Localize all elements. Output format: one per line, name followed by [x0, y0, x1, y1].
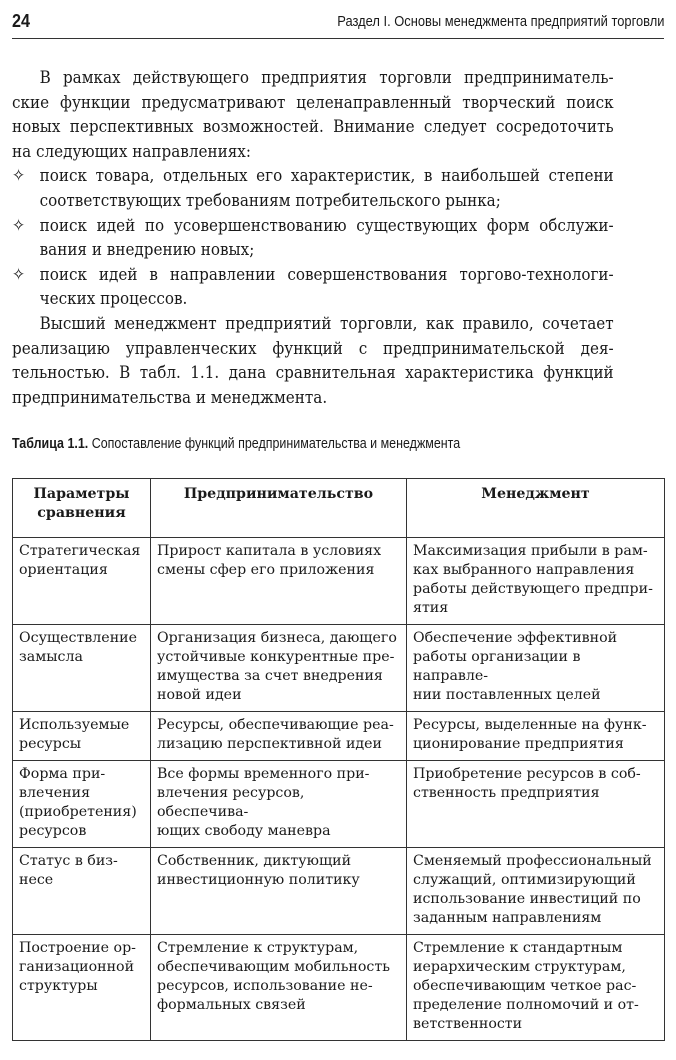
table-cell: Организация бизнеса, дающего устойчивые конкурентные пре- имущества за счет внедрения новой идеи: [151, 625, 407, 712]
text-line: вания и внедрению новых;: [39, 240, 255, 260]
table-cell: Сменяемый профессиональный служащий, оптимизирующий использование инвестиций по заданным направлениям: [407, 848, 665, 935]
table-cell: Ресурсы, обеспечивающие реа- лизацию перспективной идеи: [151, 712, 407, 761]
table-row: [13, 625, 665, 712]
table-cell: Ресурсы, выделенные на функ- ционирование предприятия: [407, 712, 665, 761]
table-caption-label: Таблица 1.1.: [12, 436, 89, 452]
text-line: соответствующих требованиям потребительского рынка;: [39, 190, 501, 210]
paragraph-summary: [12, 312, 614, 410]
table-cell: Собственник, диктующий инвестиционную политику: [151, 848, 407, 935]
text-line: поиск идей по усовершенствованию существующих форм обслужи-: [39, 215, 614, 235]
text-line: Высший менеджмент предприятий торговли, как правило, сочетает: [39, 313, 614, 333]
text-line: поиск идей в направлении совершенствования торгово-технологи-: [39, 264, 614, 284]
text-line: ские функции предусматривают целенаправленный творческий поиск: [12, 92, 614, 112]
table-cell: Максимизация прибыли в рам- ках выбранного направления работы действующего предпри- ятия: [407, 538, 665, 625]
text-line: поиск товара, отдельных его характеристик, в наибольшей степени: [39, 166, 614, 186]
table-cell: Построение ор- ганизационной структуры: [13, 935, 151, 1041]
table-row: [13, 712, 665, 761]
table-row: [13, 538, 665, 625]
table-caption: [12, 436, 460, 452]
table-header-cell: Предпринимательство: [151, 479, 407, 538]
text-line: новых перспективных возможностей. Внимание следует сосредоточить: [12, 117, 614, 137]
bullet-item: [12, 164, 614, 213]
table-caption-title: Сопоставление функций предпринимательства и менеджмента: [88, 436, 461, 452]
paragraph-intro: [12, 66, 614, 164]
table-cell: Обеспечение эффективной работы организации в направле- нии поставленных целей: [407, 625, 665, 712]
table-header-cell: Менеджмент: [407, 479, 665, 538]
table-cell: Приобретение ресурсов в соб- ственность предприятия: [407, 761, 665, 848]
main-text: [12, 66, 614, 410]
text-line: на следующих направлениях:: [12, 141, 251, 161]
table-header-cell: Параметры сравнения: [13, 479, 151, 538]
diamond-bullet-icon: ✧: [12, 166, 26, 187]
text-line: ческих процессов.: [39, 289, 188, 309]
table-row: [13, 761, 665, 848]
diamond-bullet-icon: ✧: [12, 215, 26, 236]
bullet-item: [12, 263, 614, 312]
table-cell: Стремление к стандартным иерархическим структурам, обеспечивающим четкое рас- пределение полномочий и от- ветственности: [407, 935, 665, 1041]
table-cell: Стремление к структурам, обеспечивающим мобильность ресурсов, использование не- формальных связей: [151, 935, 407, 1041]
comparison-table: [12, 478, 665, 1041]
running-header: [12, 8, 664, 39]
text-line: тельностью. В табл. 1.1. дана сравнительная характеристика функций: [12, 363, 614, 383]
table-cell: Осуществление замысла: [13, 625, 151, 712]
diamond-bullet-icon: ✧: [12, 264, 26, 285]
table-cell: Статус в биз- несе: [13, 848, 151, 935]
table-cell: Форма при- влечения (приобретения) ресурсов: [13, 761, 151, 848]
table-cell: Все формы временного при- влечения ресурсов, обеспечива- ющих свободу маневра: [151, 761, 407, 848]
text-line: В рамках действующего предприятия торговли предприниматель-: [39, 68, 614, 87]
bullet-item: [12, 214, 614, 263]
text-line: реализацию управленческих функций с предпринимательской дея-: [12, 338, 614, 358]
text-line: предпринимательства и менеджмента.: [12, 387, 328, 407]
table-row: [13, 848, 665, 935]
table-header-row: [13, 479, 665, 538]
page-number: 24: [12, 11, 31, 31]
running-title: Раздел I. Основы менеджмента предприятий торговли: [336, 13, 664, 30]
table-cell: Используемые ресурсы: [13, 712, 151, 761]
table-row: [13, 935, 665, 1041]
table-cell: Стратегическая ориентация: [13, 538, 151, 625]
table-cell: Прирост капитала в условиях смены сфер его приложения: [151, 538, 407, 625]
